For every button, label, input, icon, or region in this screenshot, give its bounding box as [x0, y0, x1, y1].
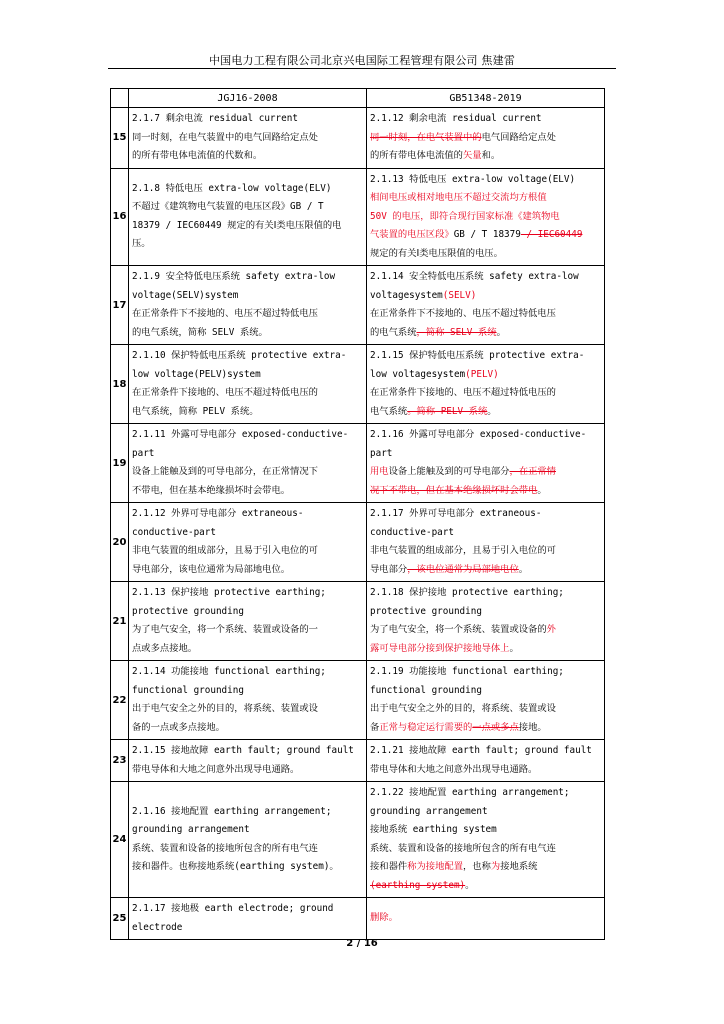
cell-line	[370, 445, 601, 464]
cell-line	[370, 505, 601, 524]
text-segment: 设备上能触及到的可导电部分	[388, 466, 510, 477]
text-segment: voltage(SELV)system	[132, 289, 239, 301]
cell-line	[132, 324, 363, 343]
new-standard-cell	[367, 740, 605, 782]
cell-line	[132, 542, 363, 561]
text-segment: 和。	[481, 150, 501, 161]
text-segment: 。	[487, 405, 497, 417]
text-segment: 的电气系统	[370, 326, 417, 338]
text-segment: 电气系统	[370, 405, 408, 417]
cell-line	[132, 426, 363, 445]
old-standard-cell	[129, 345, 367, 424]
text-segment: 备	[370, 721, 380, 733]
cell-line	[370, 663, 601, 682]
cell-line	[370, 189, 601, 208]
cell-line	[132, 561, 363, 580]
old-standard-cell	[129, 266, 367, 345]
cell-line	[370, 324, 601, 343]
deleted-text: 同一时刻，在电气装置中的	[370, 131, 482, 143]
cell-line	[132, 640, 363, 659]
text-segment: 规定的有关Ⅰ类电压限值的电压。	[370, 247, 503, 259]
row-number: 22	[111, 661, 129, 740]
table-row	[111, 661, 605, 740]
row-number: 25	[111, 898, 129, 940]
row-number: 23	[111, 740, 129, 782]
table-row	[111, 740, 605, 782]
text-segment: 2.1.9 安全特低电压系统 safety extra-low	[132, 271, 336, 282]
text-segment: 接地。	[518, 721, 547, 733]
text-segment: functional grounding	[370, 684, 482, 696]
text-segment: 18379 / IEC60449 规定的有关Ⅰ类电压限值的电	[132, 219, 342, 231]
text-segment: GB / T 18379	[453, 229, 521, 240]
text-segment: 系统、装置和设备的接地所包含的所有电气连	[132, 842, 318, 854]
text-segment: 设备上能触及到的可导电部分，在正常情况下	[132, 466, 318, 477]
row-number: 17	[111, 266, 129, 345]
text-segment: 2.1.19 功能接地 functional earthing;	[370, 666, 564, 677]
table-row	[111, 782, 605, 898]
cell-line	[370, 742, 601, 761]
added-text: 50V 的电压，即符合现行国家标准《建筑物电	[370, 210, 560, 222]
new-standard-cell	[367, 424, 605, 503]
text-segment: grounding arrangement	[370, 805, 488, 817]
text-segment: 系统、装置和设备的接地所包含的所有电气连	[370, 842, 556, 854]
table-row	[111, 898, 605, 940]
table-row	[111, 582, 605, 661]
text-segment: grounding arrangement	[132, 824, 250, 835]
cell-line	[132, 384, 363, 403]
text-segment: 带电导体和大地之间意外出现导电通路。	[370, 763, 538, 775]
old-standard-cell	[129, 740, 367, 782]
table-row	[111, 168, 605, 266]
cell-line	[370, 463, 601, 482]
cell-line	[132, 919, 363, 938]
text-segment: 为了电气安全，将一个系统、装置或设备的一	[132, 624, 318, 635]
cell-line	[132, 858, 363, 877]
added-text: (PELV)	[465, 368, 499, 380]
text-segment: 不带电，但在基本绝缘损坏时会带电。	[132, 484, 291, 496]
cell-line	[370, 147, 601, 166]
cell-line	[370, 110, 601, 129]
text-segment: voltagesystem	[370, 289, 443, 301]
text-segment: 2.1.10 保护特低电压系统 protective extra-	[132, 350, 347, 361]
text-segment: 。	[496, 326, 506, 338]
table-row	[111, 503, 605, 582]
text-segment: 带电导体和大地之间意外出现导电通路。	[132, 763, 300, 775]
text-segment: 。	[509, 642, 519, 654]
page-number: 2 / 16	[346, 938, 378, 949]
new-standard-cell	[367, 108, 605, 169]
row-number: 18	[111, 345, 129, 424]
text-segment: part	[132, 447, 155, 459]
text-segment: 的所有带电体电流值的	[370, 150, 463, 161]
cell-line	[370, 640, 601, 659]
cell-line	[132, 505, 363, 524]
cell-line	[370, 171, 601, 190]
cell-line	[370, 129, 601, 148]
row-number: 21	[111, 582, 129, 661]
text-segment: conductive-part	[370, 526, 454, 538]
deleted-text: 。简称 PELV 系统	[407, 405, 488, 417]
cell-line	[370, 784, 601, 803]
new-standard-cell	[367, 898, 605, 940]
added-text: 露可导电部分接到保护接地导体上	[370, 642, 510, 654]
deleted-text: (earthing system)	[370, 879, 466, 891]
table-row	[111, 266, 605, 345]
page-header: 中国电力工程有限公司北京兴电国际工程管理有限公司 焦建雷	[208, 54, 516, 67]
old-standard-cell	[129, 782, 367, 898]
text-segment: 2.1.16 外露可导电部分 exposed-conductive-	[370, 429, 587, 440]
cell-line	[132, 524, 363, 543]
text-segment: 接地系统	[500, 861, 538, 872]
row-number: 19	[111, 424, 129, 503]
cell-line	[370, 208, 601, 227]
cell-line	[370, 584, 601, 603]
cell-line	[132, 217, 363, 236]
cell-line	[132, 761, 363, 780]
added-text: 为	[490, 861, 501, 872]
cell-line	[132, 366, 363, 385]
text-segment: 2.1.12 外界可导电部分 extraneous-	[132, 508, 304, 519]
text-segment: protective grounding	[370, 605, 482, 617]
text-segment: 非电气装置的组成部分，且易于引入电位的可	[132, 545, 318, 556]
text-segment: 2.1.15 保护特低电压系统 protective extra-	[370, 350, 585, 361]
text-segment: low voltagesystem	[370, 368, 466, 380]
text-segment: 2.1.7 剩余电流 residual current	[132, 113, 298, 124]
text-segment: ，也称	[463, 861, 491, 872]
cell-line	[132, 742, 363, 761]
added-text: 删除。	[370, 912, 398, 924]
text-segment: 在正常条件下不接地的、电压不超过特低电压	[132, 308, 318, 319]
table-row	[111, 108, 605, 169]
cell-line	[370, 561, 601, 580]
text-segment: 出于电气安全之外的目的，将系统、装置或设	[132, 703, 318, 714]
cell-line	[132, 840, 363, 859]
cell-line	[370, 384, 601, 403]
cell-line	[132, 403, 363, 422]
cell-line	[370, 719, 601, 738]
cell-line	[370, 482, 601, 501]
cell-line	[132, 621, 363, 640]
cell-line	[370, 287, 601, 306]
cell-line	[370, 877, 601, 896]
text-segment: 2.1.13 特低电压 extra-low voltage(ELV)	[370, 173, 576, 185]
table-row	[111, 345, 605, 424]
text-segment: 在正常条件下接地的、电压不超过特低电压的	[132, 387, 318, 398]
old-standard-cell	[129, 503, 367, 582]
new-standard-cell	[367, 582, 605, 661]
cell-line	[370, 347, 601, 366]
new-standard-cell	[367, 661, 605, 740]
text-segment: 2.1.8 特低电压 extra-low voltage(ELV)	[132, 182, 332, 194]
added-text: 用电	[370, 466, 389, 477]
cell-line	[132, 445, 363, 464]
column-header-new-standard: GB51348-2019	[367, 89, 605, 108]
table-header-row	[111, 89, 605, 108]
cell-line	[132, 180, 363, 199]
cell-line	[370, 858, 601, 877]
cell-line	[132, 584, 363, 603]
text-segment: 2.1.15 接地故障 earth fault; ground fault	[132, 745, 354, 756]
old-standard-cell	[129, 661, 367, 740]
text-segment: 接地系统 earthing system	[370, 824, 497, 835]
new-standard-cell	[367, 345, 605, 424]
added-text: 外	[546, 624, 556, 635]
cell-line	[132, 663, 363, 682]
text-segment: low voltage(PELV)system	[132, 368, 261, 380]
cell-line	[370, 542, 601, 561]
deleted-text: ，该电位通常为局部地电位	[407, 563, 519, 575]
text-segment: functional grounding	[132, 684, 244, 696]
num-column-header	[111, 89, 129, 108]
text-segment: 非电气装置的组成部分，且易于引入电位的可	[370, 545, 556, 556]
deleted-text: ，在正常情	[509, 466, 556, 477]
added-text: 气装置的电压区段》	[370, 229, 454, 240]
text-segment: 的所有带电体电流值的代数和。	[132, 150, 263, 161]
text-segment: 2.1.17 外界可导电部分 extraneous-	[370, 508, 542, 519]
cell-line	[132, 682, 363, 701]
cell-line	[132, 821, 363, 840]
cell-line	[132, 803, 363, 822]
cell-line	[132, 347, 363, 366]
cell-line	[132, 900, 363, 919]
table-row	[111, 424, 605, 503]
cell-line	[370, 761, 601, 780]
text-segment: 接和器件	[370, 861, 408, 872]
text-segment: 的电气系统，简称 SELV 系统。	[132, 326, 268, 338]
old-standard-cell	[129, 168, 367, 266]
new-standard-cell	[367, 782, 605, 898]
cell-line	[370, 305, 601, 324]
text-segment: part	[370, 447, 393, 459]
text-segment: electrode	[132, 921, 183, 933]
old-standard-cell	[129, 424, 367, 503]
text-segment: 2.1.11 外露可导电部分 exposed-conductive-	[132, 429, 349, 440]
cell-line	[370, 426, 601, 445]
text-segment: 2.1.14 功能接地 functional earthing;	[132, 666, 326, 677]
cell-line	[370, 268, 601, 287]
row-number: 16	[111, 168, 129, 266]
text-segment: 电气系统，简称 PELV 系统。	[132, 405, 259, 417]
cell-line	[132, 305, 363, 324]
text-segment: 出于电气安全之外的目的，将系统、装置或设	[370, 703, 556, 714]
cell-line	[132, 198, 363, 217]
text-segment: 2.1.13 保护接地 protective earthing;	[132, 587, 326, 598]
cell-line	[370, 840, 601, 859]
cell-line	[370, 366, 601, 385]
old-standard-cell	[129, 108, 367, 169]
text-segment: 备的一点或多点接地。	[132, 721, 225, 733]
comparison-table	[110, 88, 605, 940]
text-segment: 不超过《建筑物电气装置的电压区段》GB / T	[132, 201, 324, 213]
text-segment: 2.1.12 剩余电流 residual current	[370, 113, 542, 124]
cell-line	[370, 803, 601, 822]
text-segment: 点或多点接地。	[132, 642, 198, 654]
added-text: (SELV)	[442, 289, 477, 301]
text-segment: 2.1.17 接地极 earth electrode; ground	[132, 903, 334, 914]
text-segment: 。	[465, 879, 475, 891]
added-text: 矢量	[462, 150, 482, 161]
row-number: 20	[111, 503, 129, 582]
cell-line	[370, 909, 601, 928]
cell-line	[132, 268, 363, 287]
row-number: 15	[111, 108, 129, 169]
cell-line	[132, 287, 363, 306]
text-segment: 2.1.14 安全特低电压系统 safety extra-low	[370, 271, 579, 282]
cell-line	[370, 245, 601, 264]
text-segment: 2.1.16 接地配置 earthing arrangement;	[132, 805, 332, 817]
table-body	[111, 108, 605, 940]
text-segment: 为了电气安全，将一个系统、装置或设备的	[370, 624, 547, 635]
text-segment: 。	[518, 563, 529, 575]
deleted-text: / IEC60449	[520, 229, 583, 240]
deleted-text: 一点或多点	[472, 721, 519, 733]
added-text: 称为接地配置	[407, 861, 463, 872]
cell-line	[132, 129, 363, 148]
old-standard-cell	[129, 898, 367, 940]
added-text: 正常与稳定运行需要的	[379, 721, 473, 733]
cell-line	[370, 603, 601, 622]
column-header-old-standard: JGJ16-2008	[129, 89, 367, 108]
header-rule	[108, 68, 616, 69]
cell-line	[132, 482, 363, 501]
cell-line	[132, 235, 363, 254]
text-segment: 在正常条件下不接地的、电压不超过特低电压	[370, 308, 556, 319]
new-standard-cell	[367, 266, 605, 345]
new-standard-cell	[367, 503, 605, 582]
old-standard-cell	[129, 582, 367, 661]
cell-line	[132, 603, 363, 622]
text-segment: 。	[537, 484, 547, 496]
text-segment: conductive-part	[132, 526, 216, 538]
deleted-text: 况下不带电，但在基本绝缘损坏时会带电	[370, 484, 538, 496]
text-segment: protective grounding	[132, 605, 244, 617]
new-standard-cell	[367, 168, 605, 266]
text-segment: 2.1.18 保护接地 protective earthing;	[370, 587, 564, 598]
cell-line	[132, 719, 363, 738]
text-segment: 同一时刻，在电气装置中的电气回路给定点处	[132, 131, 318, 143]
cell-line	[370, 524, 601, 543]
cell-line	[132, 700, 363, 719]
deleted-text: ，简称 SELV 系统	[416, 326, 497, 338]
text-segment: 导电部分，该电位通常为局部地电位。	[132, 563, 291, 575]
text-segment: 接和器件。也称接地系统(earthing system)。	[132, 861, 339, 872]
cell-line	[132, 147, 363, 166]
cell-line	[370, 226, 601, 245]
added-text: 相间电压或相对地电压不超过交流均方根值	[370, 192, 547, 203]
text-segment: 在正常条件下接地的、电压不超过特低电压的	[370, 387, 556, 398]
cell-line	[370, 621, 601, 640]
text-segment: 导电部分	[370, 563, 408, 575]
row-number: 24	[111, 782, 129, 898]
text-segment: 2.1.21 接地故障 earth fault; ground fault	[370, 745, 592, 756]
text-segment: 压。	[132, 238, 151, 250]
text-segment: 电气回路给定点处	[481, 131, 556, 143]
cell-line	[370, 700, 601, 719]
cell-line	[370, 403, 601, 422]
text-segment: 2.1.22 接地配置 earthing arrangement;	[370, 787, 570, 798]
cell-line	[132, 110, 363, 129]
cell-line	[132, 463, 363, 482]
cell-line	[370, 821, 601, 840]
cell-line	[370, 682, 601, 701]
